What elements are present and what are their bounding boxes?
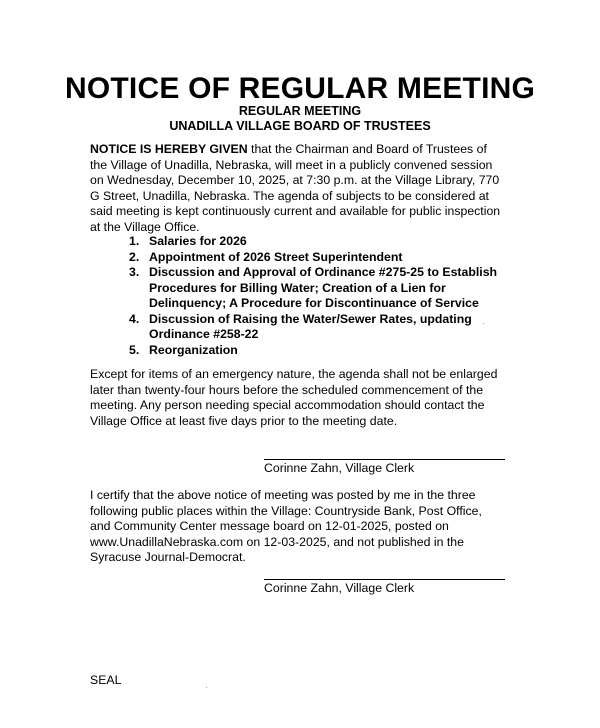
agenda-item (129, 312, 519, 343)
agenda-item-number: 1. (129, 234, 140, 248)
agenda-item-number: 3. (129, 265, 140, 279)
agenda-item-number: 4. (129, 311, 140, 326)
agenda-item-text: Discussion of Raising the Water/Sewer Rates, updating Ordinance #258-22 (149, 311, 472, 341)
seal-label: SEAL (90, 673, 122, 687)
agenda-item-number: 2. (129, 249, 140, 264)
meeting-type-heading: REGULAR MEETING (238, 104, 362, 118)
signature-line (264, 459, 505, 460)
agenda-item-text: Appointment of 2026 Street Superintendent (149, 249, 403, 264)
notice-lead: NOTICE IS HEREBY GIVEN (90, 142, 248, 156)
notice-title: NOTICE OF REGULAR MEETING (65, 72, 535, 105)
emergency-paragraph: Except for items of an emergency nature, the agenda shall not be enlarged later than twenty-four hours before the scheduled commencement of the meeting. Any person needing special accommodation should contact the Village Office at least five days prior to the meeting date. (90, 367, 498, 428)
notice-body: that the Chairman and Board of Trustees of the Village of Unadilla, Nebraska, will meet in a publicly convened session on Wednesday, December 10, 2025, at 7:30 p.m. at the Village Library, 770 G Street, Unadilla, Nebraska. The agenda of subjects to be considered at said meeting is kept continuously current and available for public inspection at the Village Office. (90, 142, 501, 234)
agenda-item-text: Reorganization (149, 342, 238, 357)
agenda-item (129, 250, 519, 266)
agenda-item (129, 265, 519, 312)
agenda-list (129, 234, 519, 358)
signature-line (264, 579, 505, 580)
scan-speck (206, 687, 207, 688)
scan-speck (483, 323, 484, 324)
notice-paragraph (90, 142, 502, 235)
agenda-item-text: Salaries for 2026 (149, 234, 247, 248)
agenda-item (129, 343, 519, 359)
signature-name: Corinne Zahn, Village Clerk (264, 581, 415, 595)
certification-paragraph: I certify that the above notice of meeting was posted by me in the three following public places within the Village: Countryside Bank, Post Office, and Community Center message board on 12-01-2025, posted on www.UnadillaNebraska.com on 12-03-2025, and not published in the Syracuse Journal-Democrat. (90, 488, 482, 564)
agenda-item (129, 234, 519, 250)
board-heading: UNADILLA VILLAGE BOARD OF TRUSTEES (169, 119, 431, 133)
agenda-item-number: 5. (129, 342, 140, 357)
agenda-item-text: Discussion and Approval of Ordinance #275-25 to Establish Procedures for Billing Water; Creation of a Lien for Delinquency; A Procedure for Discontinuance of Service (149, 265, 498, 310)
signature-name: Corinne Zahn, Village Clerk (264, 461, 415, 475)
